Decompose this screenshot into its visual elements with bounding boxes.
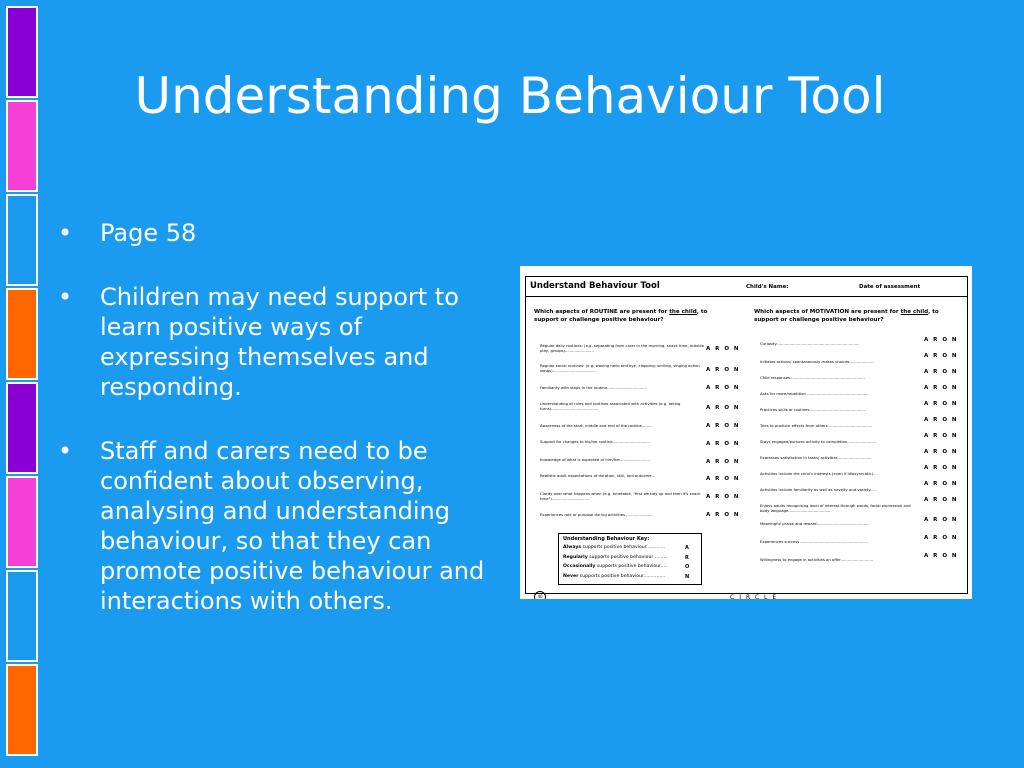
stripe [6, 6, 38, 98]
routine-item: Clarity over what happens when (e.g. timetable, "first we tidy up and then it's snack time")............................... [540, 491, 701, 501]
aron-rating: A R O N [924, 465, 959, 471]
stripe [6, 194, 38, 286]
aron-rating: A R O N [706, 346, 741, 352]
routine-item: Realistic adult expectations of duration, skill, and outcome... [540, 473, 656, 478]
aron-rating: A R O N [706, 441, 741, 447]
motivation-item: Initiates actions/ spontaneously makes choices.................... [760, 359, 874, 364]
bullet-item [58, 436, 488, 616]
aron-rating: A R O N [706, 385, 741, 391]
bullet-text: Staff and carers need to be confident about observing, analysing and understanding behaviour, so that they can promote positive behaviour and interactions with others. [100, 437, 485, 615]
circle-footer: CIRCLE [730, 594, 782, 599]
child-name-label: Child's Name: [746, 284, 789, 290]
bullet-text: Children may need support to learn positive ways of expressing themselves and responding. [100, 283, 459, 401]
aron-rating: A R O N [706, 494, 741, 500]
side-stripes [6, 6, 38, 762]
key-letter: R [685, 554, 689, 561]
stripe [6, 288, 38, 380]
bullet-list [58, 218, 488, 650]
stripe [6, 664, 38, 756]
bullet-dot-icon: • [58, 437, 73, 465]
routine-item: Regular daily routines: (e.g. separating from carer in the morning, snack time, outside play, groups)........................ [540, 343, 704, 353]
routine-item: Experiences role or purpose during activities ...................... [540, 512, 653, 517]
behaviour-tool-form-image [520, 266, 972, 599]
stripe [6, 570, 38, 662]
key-letter: A [685, 545, 689, 551]
motivation-item: Activities include the child's interests (even if idiosyncratic)... [760, 471, 877, 476]
aron-rating: A R O N [924, 553, 959, 559]
aron-rating: A R O N [924, 449, 959, 455]
key-letter: N [685, 573, 690, 580]
behaviour-key [558, 533, 702, 585]
motivation-item: Meaningful praise and reward............................................ [760, 521, 870, 526]
routine-item: Understanding of rules and routines associated with activities (e.g. taking turns)....................................... [540, 401, 681, 411]
motivation-item: Stays engaged/pursues activity to completion........................ [760, 439, 877, 444]
routine-item: Regular social routines: (e.g. waving hello and bye, clapping; smiling, singing action songs).................................... [540, 363, 700, 373]
bullet-text: Page 58 [100, 219, 197, 247]
stripe [6, 100, 38, 192]
key-letter: O [685, 564, 690, 570]
routine-item: Knowledge of what is expected of him/her......................... [540, 457, 650, 462]
motivation-item: Asks for more/repetition ................................................... [760, 391, 869, 396]
aron-rating: A R O N [706, 459, 741, 465]
motivation-question: Which aspects of MOTIVATION are present for the child, to support or challenge positive behaviour? [754, 309, 939, 323]
aron-rating: A R O N [924, 353, 959, 359]
motivation-item: Curiosity..................................................................... [760, 341, 860, 346]
aron-rating: A R O N [924, 401, 959, 407]
routine-item: Familiarity with steps in the routine................................. [540, 385, 647, 390]
motivation-item: Child responses.............................................................. [760, 375, 865, 380]
form-header [526, 277, 967, 297]
aron-rating: A R O N [924, 497, 959, 503]
aron-rating: A R O N [924, 337, 959, 343]
routine-item: Awareness of the start, middle and end of the routine......... [540, 423, 653, 428]
aron-rating: A R O N [706, 423, 741, 429]
form-frame [525, 276, 968, 599]
key-row: Regularly supports positive behaviour ......... [563, 554, 668, 560]
aron-rating: A R O N [924, 517, 959, 523]
date-label: Date of assessment [859, 284, 921, 290]
key-title: Understanding Behaviour Key: [563, 536, 650, 542]
form-title: Understand Behaviour Tool [530, 281, 660, 291]
motivation-item: Practices skills or routines............................................... [760, 407, 867, 412]
page-number: 40 [534, 591, 546, 599]
key-row: Always supports positive behaviour............. [563, 545, 666, 550]
aron-rating: A R O N [924, 385, 959, 391]
stripe [6, 476, 38, 568]
slide-title: Understanding Behaviour Tool [134, 67, 886, 125]
bullet-dot-icon: • [58, 219, 73, 247]
aron-rating: A R O N [924, 481, 959, 487]
motivation-item: Experiences success ........................................................ [760, 539, 869, 544]
motivation-item: Activities include familiarity as well as novelty and variety..... [760, 487, 877, 492]
bullet-dot-icon: • [58, 283, 73, 311]
motivation-item: Expresses satisfaction in tasks/ activities ........................... [760, 455, 872, 460]
routine-item: Support for changes to his/her routine............................... [540, 439, 650, 444]
motivation-item: Enjoys adults recognising level of interest through words, facial expression and body language................................... [760, 503, 911, 513]
routine-question: Which aspects of ROUTINE are present for the child, to support or challenge positive behaviour? [534, 309, 708, 323]
aron-rating: A R O N [706, 405, 741, 411]
bullet-item [58, 218, 488, 248]
key-row: Occasionally supports positive behaviour..... [563, 564, 668, 569]
aron-rating: A R O N [924, 433, 959, 439]
aron-rating: A R O N [924, 535, 959, 541]
stripe [6, 382, 38, 474]
aron-rating: A R O N [706, 476, 741, 482]
motivation-item: Tries to produce effects from others..................................... [760, 423, 873, 428]
aron-rating: A R O N [924, 417, 959, 423]
aron-rating: A R O N [706, 512, 741, 518]
aron-rating: A R O N [706, 367, 741, 373]
motivation-item: Willingness to engage in activities on offer........................... [760, 557, 874, 562]
key-row: Never supports positive behaviour............... [563, 573, 666, 579]
aron-rating: A R O N [924, 369, 959, 375]
bullet-item [58, 282, 488, 402]
